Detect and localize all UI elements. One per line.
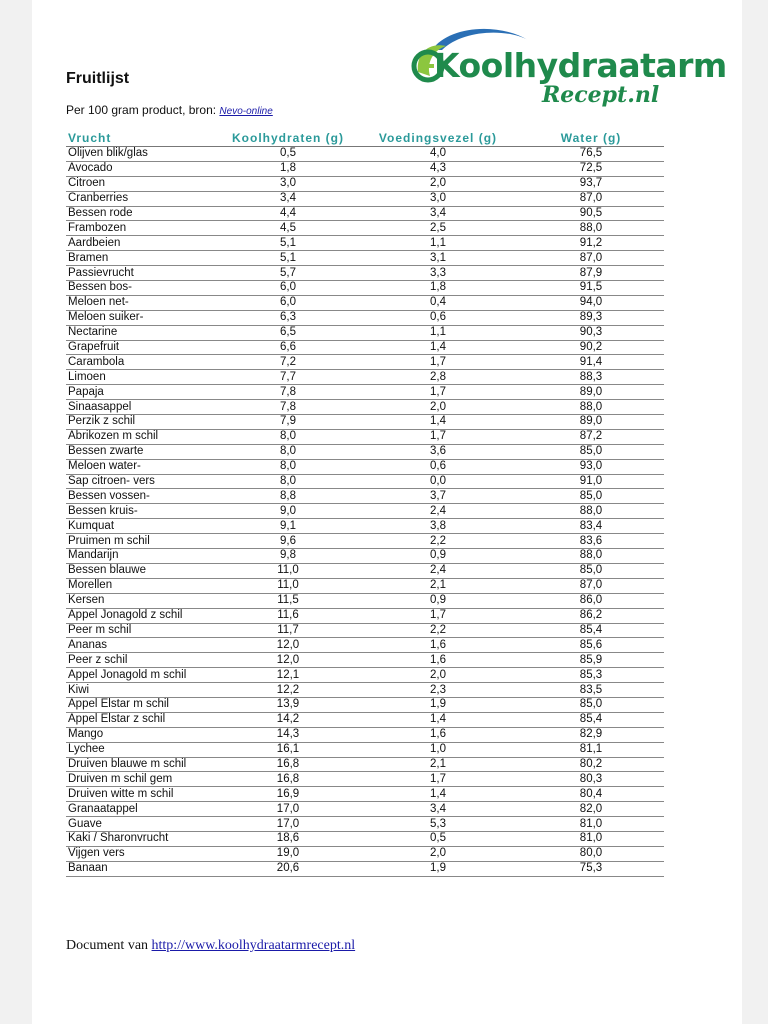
carbs-cell: 9,8	[218, 549, 358, 564]
source-line	[66, 103, 273, 117]
carbs-cell: 6,0	[218, 295, 358, 310]
fruit-name-cell: Papaja	[66, 385, 218, 400]
fruit-name-cell: Limoen	[66, 370, 218, 385]
fiber-cell: 1,1	[358, 325, 518, 340]
fruit-name-cell: Ananas	[66, 638, 218, 653]
table-row	[66, 474, 664, 489]
table-row	[66, 697, 664, 712]
table-row	[66, 340, 664, 355]
carbs-cell: 8,0	[218, 444, 358, 459]
water-cell: 87,2	[518, 429, 664, 444]
table-row	[66, 831, 664, 846]
carbs-cell: 18,6	[218, 831, 358, 846]
fruit-name-cell: Guave	[66, 817, 218, 832]
website-link[interactable]: http://www.koolhydraatarmrecept.nl	[151, 938, 356, 953]
carbs-cell: 12,1	[218, 668, 358, 683]
footer-label: Document van	[66, 938, 152, 953]
fiber-cell: 0,9	[358, 593, 518, 608]
fruit-name-cell: Druiven m schil gem	[66, 772, 218, 787]
table-row	[66, 578, 664, 593]
fiber-cell: 1,9	[358, 861, 518, 876]
fiber-cell: 0,6	[358, 459, 518, 474]
water-cell: 90,3	[518, 325, 664, 340]
fruit-name-cell: Appel Jonagold z schil	[66, 608, 218, 623]
fiber-cell: 2,4	[358, 504, 518, 519]
fiber-cell: 2,2	[358, 623, 518, 638]
water-cell: 88,3	[518, 370, 664, 385]
table-row	[66, 370, 664, 385]
table-row	[66, 310, 664, 325]
carbs-cell: 16,8	[218, 757, 358, 772]
fruit-name-cell: Bessen bos-	[66, 281, 218, 296]
water-cell: 83,6	[518, 534, 664, 549]
table-row	[66, 429, 664, 444]
fruit-name-cell: Morellen	[66, 578, 218, 593]
fruit-name-cell: Appel Elstar z schil	[66, 712, 218, 727]
table-row	[66, 236, 664, 251]
carbs-cell: 4,4	[218, 206, 358, 221]
water-cell: 87,0	[518, 578, 664, 593]
fiber-cell: 1,7	[358, 385, 518, 400]
carbs-cell: 8,0	[218, 429, 358, 444]
nevo-online-link[interactable]: Nevo-online	[219, 106, 273, 117]
fruit-name-cell: Sap citroen- vers	[66, 474, 218, 489]
fiber-cell: 1,8	[358, 281, 518, 296]
water-cell: 91,0	[518, 474, 664, 489]
water-cell: 85,0	[518, 444, 664, 459]
fruit-name-cell: Mango	[66, 727, 218, 742]
carbs-cell: 11,6	[218, 608, 358, 623]
carbs-cell: 11,5	[218, 593, 358, 608]
carbs-cell: 12,0	[218, 638, 358, 653]
water-cell: 91,2	[518, 236, 664, 251]
table-row	[66, 385, 664, 400]
carbs-cell: 8,0	[218, 459, 358, 474]
water-cell: 86,0	[518, 593, 664, 608]
carbs-cell: 9,6	[218, 534, 358, 549]
fruit-name-cell: Frambozen	[66, 221, 218, 236]
water-cell: 85,9	[518, 653, 664, 668]
carbs-cell: 7,2	[218, 355, 358, 370]
table-row	[66, 281, 664, 296]
fruit-name-cell: Druiven blauwe m schil	[66, 757, 218, 772]
logo-sub-text: Recept.nl	[542, 82, 660, 108]
fiber-cell: 3,7	[358, 489, 518, 504]
water-cell: 80,2	[518, 757, 664, 772]
table-row	[66, 444, 664, 459]
water-cell: 83,4	[518, 519, 664, 534]
fruit-name-cell: Citroen	[66, 176, 218, 191]
table-row	[66, 504, 664, 519]
table-row	[66, 846, 664, 861]
fruit-name-cell: Lychee	[66, 742, 218, 757]
fruit-name-cell: Kersen	[66, 593, 218, 608]
fiber-cell: 1,1	[358, 236, 518, 251]
table-row	[66, 772, 664, 787]
water-cell: 87,0	[518, 251, 664, 266]
carbs-cell: 6,5	[218, 325, 358, 340]
carbs-cell: 3,4	[218, 191, 358, 206]
fiber-cell: 4,0	[358, 147, 518, 162]
water-cell: 80,3	[518, 772, 664, 787]
fruit-name-cell: Carambola	[66, 355, 218, 370]
table-row	[66, 147, 664, 162]
water-cell: 89,3	[518, 310, 664, 325]
water-cell: 82,0	[518, 802, 664, 817]
fiber-cell: 2,0	[358, 400, 518, 415]
fruit-table	[66, 130, 664, 877]
fiber-cell: 3,1	[358, 251, 518, 266]
table-row	[66, 638, 664, 653]
carbs-cell: 12,0	[218, 653, 358, 668]
fiber-cell: 0,4	[358, 295, 518, 310]
table-row	[66, 623, 664, 638]
table-row	[66, 161, 664, 176]
fruit-name-cell: Perzik z schil	[66, 415, 218, 430]
table-row	[66, 295, 664, 310]
table-row	[66, 742, 664, 757]
carbs-cell: 16,8	[218, 772, 358, 787]
fruit-name-cell: Granaatappel	[66, 802, 218, 817]
fruit-name-cell: Abrikozen m schil	[66, 429, 218, 444]
header-water: Water (g)	[518, 130, 664, 147]
logo-main-text: Koolhydraatarm	[434, 46, 727, 85]
fiber-cell: 0,6	[358, 310, 518, 325]
carbs-cell: 13,9	[218, 697, 358, 712]
water-cell: 85,0	[518, 563, 664, 578]
carbs-cell: 16,1	[218, 742, 358, 757]
table-row	[66, 191, 664, 206]
table-row	[66, 757, 664, 772]
fruit-name-cell: Aardbeien	[66, 236, 218, 251]
fiber-cell: 1,4	[358, 787, 518, 802]
water-cell: 82,9	[518, 727, 664, 742]
fiber-cell: 1,4	[358, 712, 518, 727]
carbs-cell: 0,5	[218, 147, 358, 162]
water-cell: 85,3	[518, 668, 664, 683]
carbs-cell: 14,3	[218, 727, 358, 742]
fiber-cell: 3,4	[358, 206, 518, 221]
carbs-cell: 17,0	[218, 817, 358, 832]
carbs-cell: 9,0	[218, 504, 358, 519]
fruit-name-cell: Avocado	[66, 161, 218, 176]
fruit-name-cell: Meloen water-	[66, 459, 218, 474]
fiber-cell: 2,3	[358, 683, 518, 698]
table-row	[66, 221, 664, 236]
fruit-name-cell: Peer m schil	[66, 623, 218, 638]
carbs-cell: 17,0	[218, 802, 358, 817]
fruit-name-cell: Olijven blik/glas	[66, 147, 218, 162]
fiber-cell: 4,3	[358, 161, 518, 176]
header-voedingsvezel: Voedingsvezel (g)	[358, 130, 518, 147]
carbs-cell: 6,6	[218, 340, 358, 355]
fiber-cell: 0,5	[358, 831, 518, 846]
water-cell: 90,5	[518, 206, 664, 221]
fruit-name-cell: Grapefruit	[66, 340, 218, 355]
water-cell: 80,4	[518, 787, 664, 802]
fiber-cell: 1,9	[358, 697, 518, 712]
carbs-cell: 7,9	[218, 415, 358, 430]
water-cell: 94,0	[518, 295, 664, 310]
carbs-cell: 11,7	[218, 623, 358, 638]
carbs-cell: 12,2	[218, 683, 358, 698]
table-row	[66, 712, 664, 727]
fruit-name-cell: Bramen	[66, 251, 218, 266]
fiber-cell: 3,6	[358, 444, 518, 459]
table-row	[66, 861, 664, 876]
fruit-name-cell: Meloen net-	[66, 295, 218, 310]
table-row	[66, 489, 664, 504]
fruit-name-cell: Sinaasappel	[66, 400, 218, 415]
fiber-cell: 2,5	[358, 221, 518, 236]
table-row	[66, 787, 664, 802]
water-cell: 90,2	[518, 340, 664, 355]
fiber-cell: 1,7	[358, 772, 518, 787]
source-label: Per 100 gram product, bron:	[66, 103, 220, 117]
fiber-cell: 2,0	[358, 668, 518, 683]
fruit-name-cell: Bessen blauwe	[66, 563, 218, 578]
carbs-cell: 20,6	[218, 861, 358, 876]
carbs-cell: 7,8	[218, 400, 358, 415]
fiber-cell: 1,4	[358, 340, 518, 355]
water-cell: 89,0	[518, 415, 664, 430]
table-row	[66, 400, 664, 415]
fiber-cell: 3,3	[358, 266, 518, 281]
carbs-cell: 7,7	[218, 370, 358, 385]
water-cell: 72,5	[518, 161, 664, 176]
table-row	[66, 727, 664, 742]
fruit-name-cell: Peer z schil	[66, 653, 218, 668]
carbs-cell: 1,8	[218, 161, 358, 176]
fiber-cell: 1,4	[358, 415, 518, 430]
fiber-cell: 1,6	[358, 653, 518, 668]
carbs-cell: 6,0	[218, 281, 358, 296]
fiber-cell: 1,7	[358, 608, 518, 623]
table-header-row	[66, 130, 664, 147]
table-row	[66, 683, 664, 698]
water-cell: 75,3	[518, 861, 664, 876]
table-row	[66, 668, 664, 683]
carbs-cell: 5,1	[218, 236, 358, 251]
water-cell: 85,4	[518, 623, 664, 638]
carbs-cell: 8,8	[218, 489, 358, 504]
fruit-name-cell: Bessen zwarte	[66, 444, 218, 459]
fiber-cell: 2,1	[358, 578, 518, 593]
header-vrucht: Vrucht	[66, 130, 218, 147]
water-cell: 88,0	[518, 549, 664, 564]
fruit-name-cell: Nectarine	[66, 325, 218, 340]
water-cell: 89,0	[518, 385, 664, 400]
fiber-cell: 2,0	[358, 846, 518, 861]
fiber-cell: 3,4	[358, 802, 518, 817]
fiber-cell: 3,8	[358, 519, 518, 534]
fruit-name-cell: Bessen kruis-	[66, 504, 218, 519]
table-row	[66, 817, 664, 832]
carbs-cell: 19,0	[218, 846, 358, 861]
fruit-name-cell: Kaki / Sharonvrucht	[66, 831, 218, 846]
fiber-cell: 1,6	[358, 638, 518, 653]
water-cell: 81,0	[518, 831, 664, 846]
table-row	[66, 355, 664, 370]
table-row	[66, 176, 664, 191]
water-cell: 91,5	[518, 281, 664, 296]
fruit-name-cell: Passievrucht	[66, 266, 218, 281]
carbs-cell: 5,1	[218, 251, 358, 266]
carbs-cell: 5,7	[218, 266, 358, 281]
carbs-cell: 14,2	[218, 712, 358, 727]
fiber-cell: 2,8	[358, 370, 518, 385]
fruit-name-cell: Meloen suiker-	[66, 310, 218, 325]
fruit-name-cell: Pruimen m schil	[66, 534, 218, 549]
water-cell: 93,0	[518, 459, 664, 474]
water-cell: 85,4	[518, 712, 664, 727]
carbs-cell: 11,0	[218, 578, 358, 593]
table-row	[66, 534, 664, 549]
fiber-cell: 2,0	[358, 176, 518, 191]
header-koolhydraten: Koolhydraten (g)	[218, 130, 358, 147]
water-cell: 93,7	[518, 176, 664, 191]
table-row	[66, 802, 664, 817]
carbs-cell: 6,3	[218, 310, 358, 325]
table-row	[66, 593, 664, 608]
page-title: Fruitlijst	[66, 70, 130, 87]
carbs-cell: 4,5	[218, 221, 358, 236]
fruit-name-cell: Bessen vossen-	[66, 489, 218, 504]
water-cell: 83,5	[518, 683, 664, 698]
fruit-name-cell: Cranberries	[66, 191, 218, 206]
table-row	[66, 325, 664, 340]
fruit-name-cell: Druiven witte m schil	[66, 787, 218, 802]
water-cell: 88,0	[518, 504, 664, 519]
fiber-cell: 1,0	[358, 742, 518, 757]
water-cell: 88,0	[518, 400, 664, 415]
water-cell: 91,4	[518, 355, 664, 370]
water-cell: 87,9	[518, 266, 664, 281]
table-row	[66, 415, 664, 430]
table-row	[66, 251, 664, 266]
carbs-cell: 8,0	[218, 474, 358, 489]
fiber-cell: 1,7	[358, 429, 518, 444]
footer	[66, 938, 355, 954]
water-cell: 85,0	[518, 697, 664, 712]
fiber-cell: 2,1	[358, 757, 518, 772]
water-cell: 87,0	[518, 191, 664, 206]
carbs-cell: 11,0	[218, 563, 358, 578]
fiber-cell: 0,9	[358, 549, 518, 564]
koolhydraatarm-logo[interactable]	[388, 20, 727, 110]
fiber-cell: 2,2	[358, 534, 518, 549]
fiber-cell: 5,3	[358, 817, 518, 832]
fruit-name-cell: Kumquat	[66, 519, 218, 534]
water-cell: 81,1	[518, 742, 664, 757]
carbs-cell: 7,8	[218, 385, 358, 400]
fruit-name-cell: Mandarijn	[66, 549, 218, 564]
water-cell: 80,0	[518, 846, 664, 861]
fiber-cell: 2,4	[358, 563, 518, 578]
fruit-name-cell: Appel Elstar m schil	[66, 697, 218, 712]
water-cell: 85,6	[518, 638, 664, 653]
water-cell: 85,0	[518, 489, 664, 504]
water-cell: 81,0	[518, 817, 664, 832]
fiber-cell: 0,0	[358, 474, 518, 489]
table-row	[66, 549, 664, 564]
water-cell: 76,5	[518, 147, 664, 162]
carbs-cell: 16,9	[218, 787, 358, 802]
table-row	[66, 608, 664, 623]
carbs-cell: 9,1	[218, 519, 358, 534]
fruit-name-cell: Vijgen vers	[66, 846, 218, 861]
fiber-cell: 1,6	[358, 727, 518, 742]
table-row	[66, 563, 664, 578]
table-row	[66, 653, 664, 668]
fruit-name-cell: Appel Jonagold m schil	[66, 668, 218, 683]
table-row	[66, 459, 664, 474]
fruit-name-cell: Banaan	[66, 861, 218, 876]
carbs-cell: 3,0	[218, 176, 358, 191]
fiber-cell: 1,7	[358, 355, 518, 370]
table-row	[66, 519, 664, 534]
table-row	[66, 266, 664, 281]
table-row	[66, 206, 664, 221]
fruit-name-cell: Bessen rode	[66, 206, 218, 221]
water-cell: 88,0	[518, 221, 664, 236]
water-cell: 86,2	[518, 608, 664, 623]
fiber-cell: 3,0	[358, 191, 518, 206]
fruit-name-cell: Kiwi	[66, 683, 218, 698]
